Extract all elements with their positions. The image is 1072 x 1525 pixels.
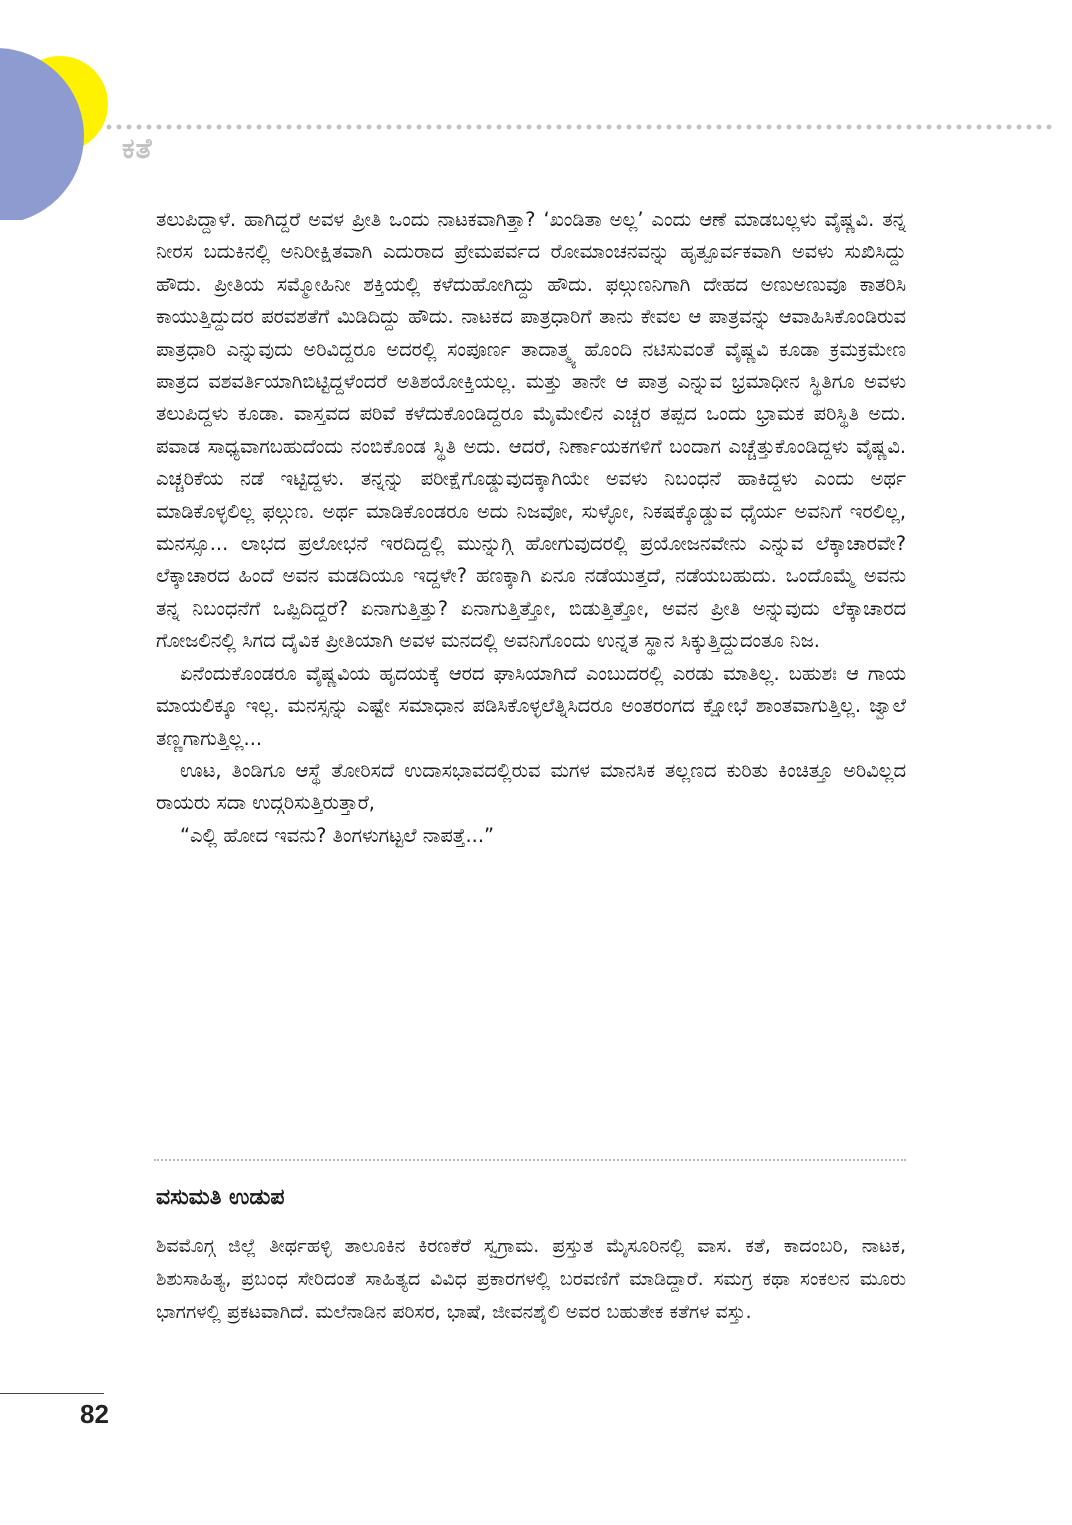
author-separator <box>154 1159 906 1161</box>
footer-rule <box>0 1393 104 1394</box>
story-paragraph: ಏನೆಂದುಕೊಂಡರೂ ವೈಷ್ಣವಿಯ ಹೃದಯಕ್ಕೆ ಆರದ ಘಾಸಿಯಾಗಿದೆ ಎಂಬುದರಲ್ಲಿ ಎರಡು ಮಾತಿಲ್ಲ. ಬಹುಶಃ ಆ ಗಾಯ ಮಾಯಲಿಕ್ಕೂ ಇಲ್ಲ. ಮನಸ್ಸನ್ನು ಎಷ್ಟೇ ಸಮಾಧಾನ ಪಡಿಸಿಕೊಳ್ಳಲೆತ್ನಿಸಿದರೂ ಅಂತರಂಗದ ಕ್ಷೋಭೆ ಶಾಂತವಾಗುತ್ತಿಲ್ಲ. ಜ್ವಾಲೆ ತಣ್ಣಗಾಗುತ್ತಿಲ್ಲ... <box>156 661 906 750</box>
section-label: ಕತೆ <box>122 132 153 165</box>
corner-circles-decoration <box>0 0 120 220</box>
page-number: 82 <box>80 1399 109 1429</box>
story-text <box>156 204 906 852</box>
story-paragraph: ತಲುಪಿದ್ದಾಳೆ. ಹಾಗಿದ್ದರೆ ಅವಳ ಪ್ರೀತಿ ಒಂದು ನಾಟಕವಾಗಿತ್ತಾ? ‘ಖಂಡಿತಾ ಅಲ್ಲ’ ಎಂದು ಆಣೆ ಮಾಡಬಲ್ಲಳು ವೈಷ್ಣವಿ. ತನ್ನ ನೀರಸ ಬದುಕಿನಲ್ಲಿ ಅನಿರೀಕ್ಷಿತವಾಗಿ ಎದುರಾದ ಪ್ರೇಮಪರ್ವದ ರೋಮಾಂಚನವನ್ನು ಹೃತ್ಪೂರ್ವಕವಾಗಿ ಅವಳು ಸುಖಿಸಿದ್ದು ಹೌದು. ಪ್ರೀತಿಯ ಸಮ್ಮೋಹಿನೀ ಶಕ್ತಿಯಲ್ಲಿ ಕಳೆದುಹೋಗಿದ್ದು ಹೌದು. ಫಲ್ಗುಣನಿಗಾಗಿ ದೇಹದ ಅಣುಅಣುವೂ ಕಾತರಿಸಿ ಕಾಯುತ್ತಿದ್ದುದರ ಪರವಶತೆಗೆ ಮಿಡಿದಿದ್ದು ಹೌದು. ನಾಟಕದ ಪಾತ್ರಧಾರಿಗೆ ತಾನು ಕೇವಲ ಆ ಪಾತ್ರವನ್ನು ಆವಾಹಿಸಿಕೊಂಡಿರುವ ಪಾತ್ರಧಾರಿ ಎನ್ನುವುದು ಅರಿವಿದ್ದರೂ ಅದರಲ್ಲಿ ಸಂಪೂರ್ಣ ತಾದಾತ್ಮ್ಯ ಹೊಂದಿ ನಟಿಸುವಂತೆ ವೈಷ್ಣವಿ ಕೂಡಾ ಕ್ರಮಕ್ರಮೇಣ ಪಾತ್ರದ ವಶವರ್ತಿಯಾಗಿಬಿಟ್ಟಿದ್ದಳೆಂದರೆ ಅತಿಶಯೋಕ್ತಿಯಲ್ಲ. ಮತ್ತು ತಾನೇ ಆ ಪಾತ್ರ ಎನ್ನುವ ಭ್ರಮಾಧೀನ ಸ್ಥಿತಿಗೂ ಅವಳು ತಲುಪಿದ್ದಳು ಕೂಡಾ. ವಾಸ್ತವದ ಪರಿವೆ ಕಳೆದುಕೊಂಡಿದ್ದರೂ ಮೈಮೇಲಿನ ಎಚ್ಚರ ತಪ್ಪದ ಒಂದು ಭ್ರಾಮಕ ಪರಿಸ್ಥಿತಿ ಅದು. ಪವಾಡ ಸಾಧ್ಯವಾಗಬಹುದೆಂದು ನಂಬಿಕೊಂಡ ಸ್ಥಿತಿ ಅದು. ಆದರೆ, ನಿರ್ಣಾಯಕಗಳಿಗೆ ಬಂದಾಗ ಎಚ್ಚೆತ್ತುಕೊಂಡಿದ್ದಳು ವೈಷ್ಣವಿ. ಎಚ್ಚರಿಕೆಯ ನಡೆ ಇಟ್ಟಿದ್ದಳು. ತನ್ನನ್ನು ಪರೀಕ್ಷೆಗೊಡ್ಡುವುದಕ್ಕಾಗಿಯೇ ಅವಳು ನಿಬಂಧನೆ ಹಾಕಿದ್ದಳು ಎಂದು ಅರ್ಥ ಮಾಡಿಕೊಳ್ಳಲಿಲ್ಲ ಫಲ್ಗುಣ. ಅರ್ಥ ಮಾಡಿಕೊಂಡರೂ ಅದು ನಿಜವೋ, ಸುಳ್ಳೋ, ನಿಕಷಕ್ಕೊಡ್ಡುವ ಧೈರ್ಯ ಅವನಿಗೆ ಇರಲಿಲ್ಲ, ಮನಸ್ಸೂ... ಲಾಭದ ಪ್ರಲೋಭನೆ ಇರದಿದ್ದಲ್ಲಿ ಮುನ್ನುಗ್ಗಿ ಹೋಗುವುದರಲ್ಲಿ ಪ್ರಯೋಜನವೇನು ಎನ್ನುವ ಲೆಕ್ಕಾಚಾರವೇ? ಲೆಕ್ಕಾಚಾರದ ಹಿಂದೆ ಅವನ ಮಡದಿಯೂ ಇದ್ದಳೇ? ಹಣಕ್ಕಾಗಿ ಏನೂ ನಡೆಯುತ್ತದೆ, ನಡೆಯಬಹುದು. ಒಂದೊಮ್ಮೆ ಅವನು ತನ್ನ ನಿಬಂಧನೆಗೆ ಒಪ್ಪಿದಿದ್ದರೆ? ಏನಾಗುತ್ತಿತ್ತು? ಏನಾಗುತ್ತಿತ್ತೋ, ಬಿಡುತ್ತಿತ್ತೋ, ಅವನ ಪ್ರೀತಿ ಅನ್ನುವುದು ಲೆಕ್ಕಾಚಾರದ ಗೋಜಲಿನಲ್ಲಿ ಸಿಗದ ದೈವಿಕ ಪ್ರೀತಿಯಾಗಿ ಅವಳ ಮನದಲ್ಲಿ ಅವನಿಗೊಂದು ಉನ್ನತ ಸ್ಥಾನ ಸಿಕ್ಕುತ್ತಿದ್ದುದಂತೂ ನಿಜ. <box>156 208 906 653</box>
story-paragraph: ಊಟ, ತಿಂಡಿಗೂ ಆಸ್ಥೆ ತೋರಿಸದೆ ಉದಾಸಭಾವದಲ್ಲಿರುವ ಮಗಳ ಮಾನಸಿಕ ತಲ್ಲಣದ ಕುರಿತು ಕಿಂಚಿತ್ತೂ ಅರಿವಿಲ್ಲದ ರಾಯರು ಸದಾ ಉದ್ಗರಿಸುತ್ತಿರುತ್ತಾರೆ, <box>156 758 906 815</box>
author-name: ವಸುಮತಿ ಉಡುಪ <box>156 1185 285 1210</box>
story-paragraph: “ಎಲ್ಲಿ ಹೋದ ಇವನು? ತಿಂಗಳುಗಟ್ಟಲೆ ನಾಪತ್ತೆ...” <box>180 823 495 847</box>
header-dotted-rule <box>104 124 1054 130</box>
author-bio: ಶಿವಮೊಗ್ಗ ಜಿಲ್ಲೆ ತೀರ್ಥಹಳ್ಳಿ ತಾಲೂಕಿನ ಕಿರಣಕೆರೆ ಸ್ವಗ್ರಾಮ. ಪ್ರಸ್ತುತ ಮೈಸೂರಿನಲ್ಲಿ ವಾಸ. ಕತೆ, ಕಾದಂಬರಿ, ನಾಟಕ, ಶಿಶುಸಾಹಿತ್ಯ, ಪ್ರಬಂಧ ಸೇರಿದಂತೆ ಸಾಹಿತ್ಯದ ವಿವಿಧ ಪ್ರಕಾರಗಳಲ್ಲಿ ಬರವಣಿಗೆ ಮಾಡಿದ್ದಾರೆ. ಸಮಗ್ರ ಕಥಾ ಸಂಕಲನ ಮೂರು ಭಾಗಗಳಲ್ಲಿ ಪ್ರಕಟವಾಗಿದೆ. ಮಲೆನಾಡಿನ ಪರಿಸರ, ಭಾಷೆ, ಜೀವನಶೈಲಿ ಅವರ ಬಹುತೇಕ ಕತೆಗಳ ವಸ್ತು. <box>156 1235 906 1323</box>
